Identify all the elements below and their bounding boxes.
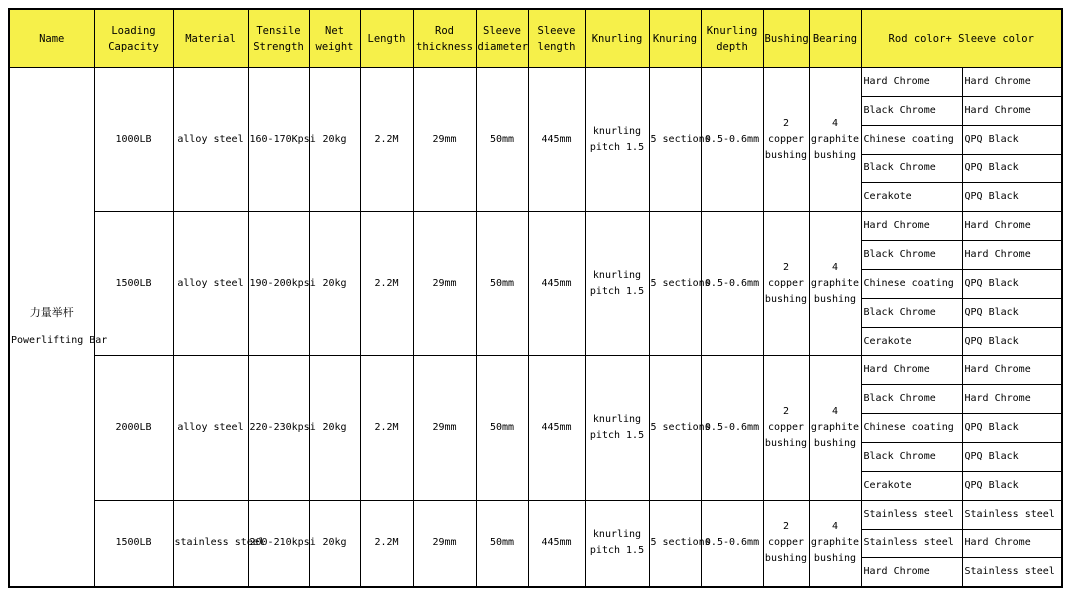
cell-knuring: 5 sections	[649, 212, 701, 356]
header-knurling-depth: Knurling depth	[701, 9, 763, 68]
cell-net-weight: 20kg	[309, 68, 360, 212]
cell-material: alloy steel	[173, 212, 248, 356]
cell-bushing: 2 copper bushing	[763, 500, 809, 587]
cell-bearing: 4 graphite bushing	[809, 212, 861, 356]
cell-knurling: knurling pitch 1.5	[585, 68, 649, 212]
cell-knurling-depth: 0.5-0.6mm	[701, 68, 763, 212]
cell-sleeve-color: Hard Chrome	[962, 385, 1062, 414]
cell-rod-color: Chinese coating	[861, 414, 962, 443]
cell-rod-color: Hard Chrome	[861, 356, 962, 385]
header-loading-capacity: Loading Capacity	[94, 9, 173, 68]
cell-sleeve-length: 445mm	[528, 68, 585, 212]
header-bearing: Bearing	[809, 9, 861, 68]
spec-body	[9, 68, 1062, 587]
table-row	[9, 356, 1062, 385]
cell-sleeve-color: Stainless steel	[962, 500, 1062, 529]
cell-sleeve-color: Hard Chrome	[962, 96, 1062, 125]
header-material: Material	[173, 9, 248, 68]
cell-rod-color: Chinese coating	[861, 269, 962, 298]
cell-rod-color: Cerakote	[861, 471, 962, 500]
cell-bearing: 4 graphite bushing	[809, 356, 861, 500]
cell-rod-color: Cerakote	[861, 183, 962, 212]
header-bushing: Bushing	[763, 9, 809, 68]
table-row	[9, 212, 1062, 241]
cell-sleeve-length: 445mm	[528, 212, 585, 356]
cell-tensile-strength: 200-210kpsi	[248, 500, 309, 587]
cell-rod-color: Stainless steel	[861, 500, 962, 529]
table-row	[9, 68, 1062, 97]
product-name-cell	[9, 68, 108, 587]
cell-loading-capacity: 1500LB	[94, 500, 173, 587]
cell-net-weight: 20kg	[309, 356, 360, 500]
cell-knuring: 5 sections	[649, 500, 701, 587]
cell-rod-color: Hard Chrome	[861, 558, 962, 587]
cell-material: stainless steel	[173, 500, 248, 587]
cell-rod-thickness: 29mm	[413, 500, 476, 587]
cell-rod-color: Stainless steel	[861, 529, 962, 558]
cell-net-weight: 20kg	[309, 212, 360, 356]
cell-rod-color: Black Chrome	[861, 442, 962, 471]
header-rod-sleeve-color: Rod color+ Sleeve color	[861, 9, 1062, 68]
cell-tensile-strength: 220-230kpsi	[248, 356, 309, 500]
header-name: Name	[9, 9, 94, 68]
cell-knurling: knurling pitch 1.5	[585, 212, 649, 356]
cell-length: 2.2M	[360, 356, 413, 500]
cell-sleeve-length: 445mm	[528, 356, 585, 500]
cell-sleeve-color: QPQ Black	[962, 327, 1062, 356]
header-row	[9, 9, 1062, 68]
cell-rod-color: Black Chrome	[861, 241, 962, 270]
cell-net-weight: 20kg	[309, 500, 360, 587]
cell-tensile-strength: 160-170Kpsi	[248, 68, 309, 212]
header-tensile-strength: Tensile Strength	[248, 9, 309, 68]
cell-sleeve-color: Stainless steel	[962, 558, 1062, 587]
cell-sleeve-color: Hard Chrome	[962, 212, 1062, 241]
cell-rod-color: Black Chrome	[861, 154, 962, 183]
header-knurling: Knurling	[585, 9, 649, 68]
cell-rod-color: Chinese coating	[861, 125, 962, 154]
table-row	[9, 500, 1062, 529]
cell-material: alloy steel	[173, 356, 248, 500]
cell-knurling-depth: 0.5-0.6mm	[701, 500, 763, 587]
header-net-weight: Net weight	[309, 9, 360, 68]
header-sleeve-diameter: Sleeve diameter	[476, 9, 528, 68]
cell-sleeve-color: QPQ Black	[962, 298, 1062, 327]
cell-sleeve-diameter: 50mm	[476, 356, 528, 500]
cell-rod-color: Cerakote	[861, 327, 962, 356]
cell-rod-thickness: 29mm	[413, 212, 476, 356]
product-name-en: Powerlifting Bar	[11, 334, 108, 346]
cell-sleeve-color: QPQ Black	[962, 414, 1062, 443]
cell-knurling-depth: 0.5-0.6mm	[701, 212, 763, 356]
cell-tensile-strength: 190-200kpsi	[248, 212, 309, 356]
cell-sleeve-color: Hard Chrome	[962, 529, 1062, 558]
cell-sleeve-color: QPQ Black	[962, 125, 1062, 154]
cell-bushing: 2 copper bushing	[763, 356, 809, 500]
cell-knuring: 5 sections	[649, 68, 701, 212]
cell-sleeve-length: 445mm	[528, 500, 585, 587]
cell-sleeve-color: QPQ Black	[962, 183, 1062, 212]
cell-sleeve-diameter: 50mm	[476, 212, 528, 356]
cell-sleeve-color: QPQ Black	[962, 442, 1062, 471]
cell-rod-thickness: 29mm	[413, 68, 476, 212]
header-length: Length	[360, 9, 413, 68]
cell-bearing: 4 graphite bushing	[809, 68, 861, 212]
cell-rod-thickness: 29mm	[413, 356, 476, 500]
cell-rod-color: Black Chrome	[861, 385, 962, 414]
spec-table	[8, 8, 1063, 588]
cell-sleeve-color: Hard Chrome	[962, 68, 1062, 97]
cell-loading-capacity: 1500LB	[94, 212, 173, 356]
cell-sleeve-color: Hard Chrome	[962, 356, 1062, 385]
header-rod-thickness: Rod thickness	[413, 9, 476, 68]
cell-sleeve-color: QPQ Black	[962, 154, 1062, 183]
header-sleeve-length: Sleeve length	[528, 9, 585, 68]
header-knuring: Knuring	[649, 9, 701, 68]
cell-sleeve-color: Hard Chrome	[962, 241, 1062, 270]
cell-rod-color: Hard Chrome	[861, 68, 962, 97]
cell-bearing: 4 graphite bushing	[809, 500, 861, 587]
cell-length: 2.2M	[360, 212, 413, 356]
cell-sleeve-diameter: 50mm	[476, 500, 528, 587]
cell-rod-color: Black Chrome	[861, 298, 962, 327]
cell-loading-capacity: 1000LB	[94, 68, 173, 212]
cell-material: alloy steel	[173, 68, 248, 212]
cell-bushing: 2 copper bushing	[763, 68, 809, 212]
cell-sleeve-color: QPQ Black	[962, 471, 1062, 500]
cell-bushing: 2 copper bushing	[763, 212, 809, 356]
cell-loading-capacity: 2000LB	[94, 356, 173, 500]
cell-knurling-depth: 0.5-0.6mm	[701, 356, 763, 500]
cell-sleeve-diameter: 50mm	[476, 68, 528, 212]
cell-rod-color: Hard Chrome	[861, 212, 962, 241]
cell-sleeve-color: QPQ Black	[962, 269, 1062, 298]
cell-knurling: knurling pitch 1.5	[585, 500, 649, 587]
cell-knuring: 5 sections	[649, 356, 701, 500]
cell-rod-color: Black Chrome	[861, 96, 962, 125]
product-name-cn: 力量举杆	[29, 305, 74, 319]
cell-length: 2.2M	[360, 500, 413, 587]
cell-length: 2.2M	[360, 68, 413, 212]
cell-knurling: knurling pitch 1.5	[585, 356, 649, 500]
